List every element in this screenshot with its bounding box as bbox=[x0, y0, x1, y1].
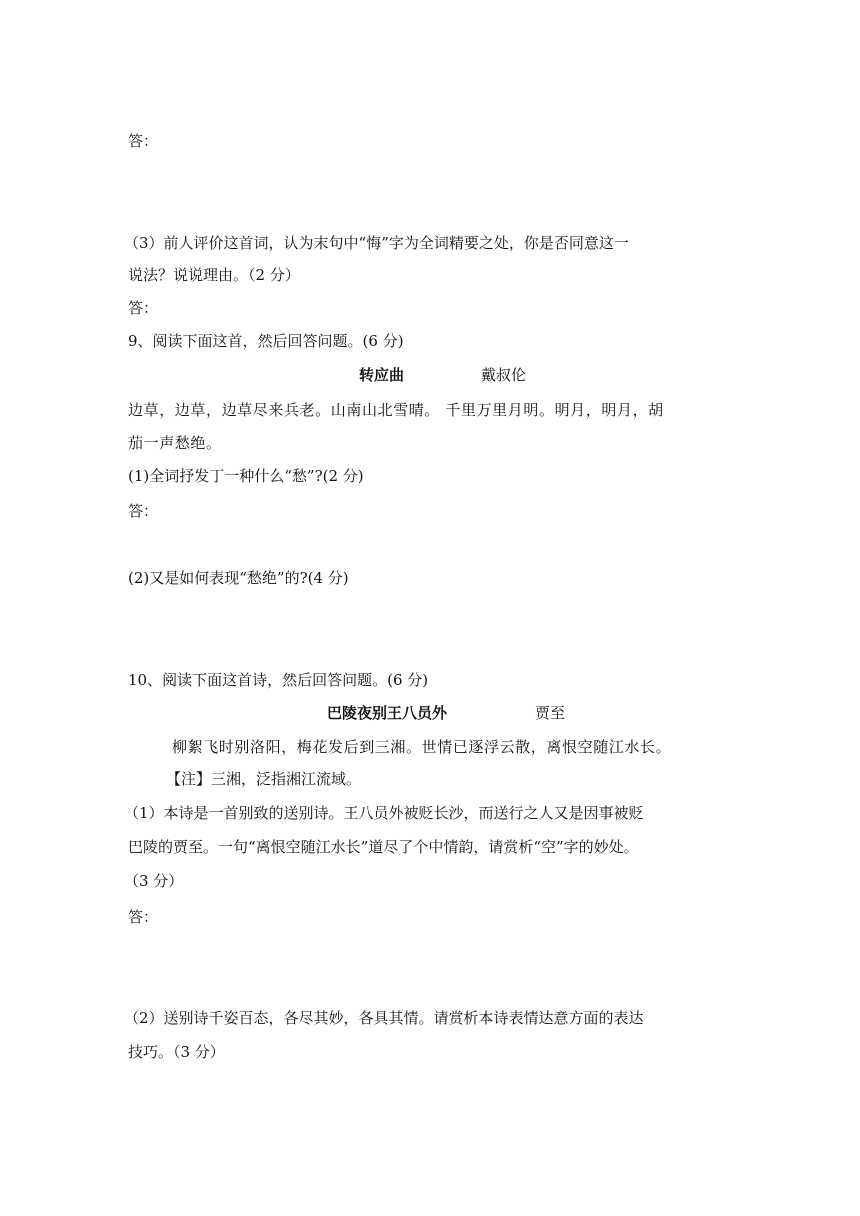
q9-sub1-answer-label: 答： bbox=[128, 502, 159, 520]
q10-sub2-line1: （2）送别诗千姿百态，各尽其妙，各具其情。请赏析本诗表情达意方面的表达 bbox=[124, 1009, 644, 1027]
q9-poem-line2: 茄一声愁绝。 bbox=[128, 434, 222, 452]
q9-poem-author: 戴叔伦 bbox=[481, 366, 527, 384]
q8-3-line2: 说法？说说理由。（2 分） bbox=[128, 266, 300, 284]
q8-3-answer-label: 答： bbox=[128, 299, 159, 317]
q10-sub1-line3: （3 分） bbox=[124, 872, 184, 890]
q10-heading: 10、阅读下面这首诗，然后回答问题。(6 分) bbox=[128, 671, 429, 689]
q10-poem-author: 贾至 bbox=[535, 704, 566, 722]
q9-poem-line1: 边草，边草，边草尽来兵老。山南山北雪晴。 千里万里月明。明月，明月，胡 bbox=[128, 401, 664, 419]
q9-sub2: (2)又是如何表现“愁绝”的?(4 分) bbox=[128, 569, 349, 587]
q10-poem-line: 柳絮飞时别洛阳，梅花发后到三湘。世情已逐浮云散，离恨空随江水长。 bbox=[172, 738, 672, 756]
q10-poem-title: 巴陵夜别王八员外 bbox=[327, 704, 448, 722]
q10-sub1-answer-label: 答： bbox=[128, 908, 159, 926]
q10-note: 【注】三湘，泛指湘江流域。 bbox=[166, 770, 362, 788]
q10-sub1-line1: （1）本诗是一首别致的送别诗。王八员外被贬长沙，而送行之人又是因事被贬 bbox=[124, 804, 644, 822]
q9-heading: 9、阅读下面这首，然后回答问题。(6 分) bbox=[128, 332, 404, 350]
q9-poem-title: 转应曲 bbox=[359, 366, 405, 384]
q9-sub1: (1)全词抒发丁一种什么“愁”?(2 分) bbox=[128, 467, 364, 485]
q10-sub1-line2: 巴陵的贾至。一句“离恨空随江水长”道尽了个中情韵，请赏析“空”字的妙处。 bbox=[128, 838, 639, 856]
q8-3-line1: （3）前人评价这首词，认为末句中“悔”字为全词精要之处，你是否同意这一 bbox=[124, 234, 629, 252]
q10-sub2-line2: 技巧。（3 分） bbox=[128, 1043, 225, 1061]
answer-label-top: 答： bbox=[128, 132, 159, 150]
